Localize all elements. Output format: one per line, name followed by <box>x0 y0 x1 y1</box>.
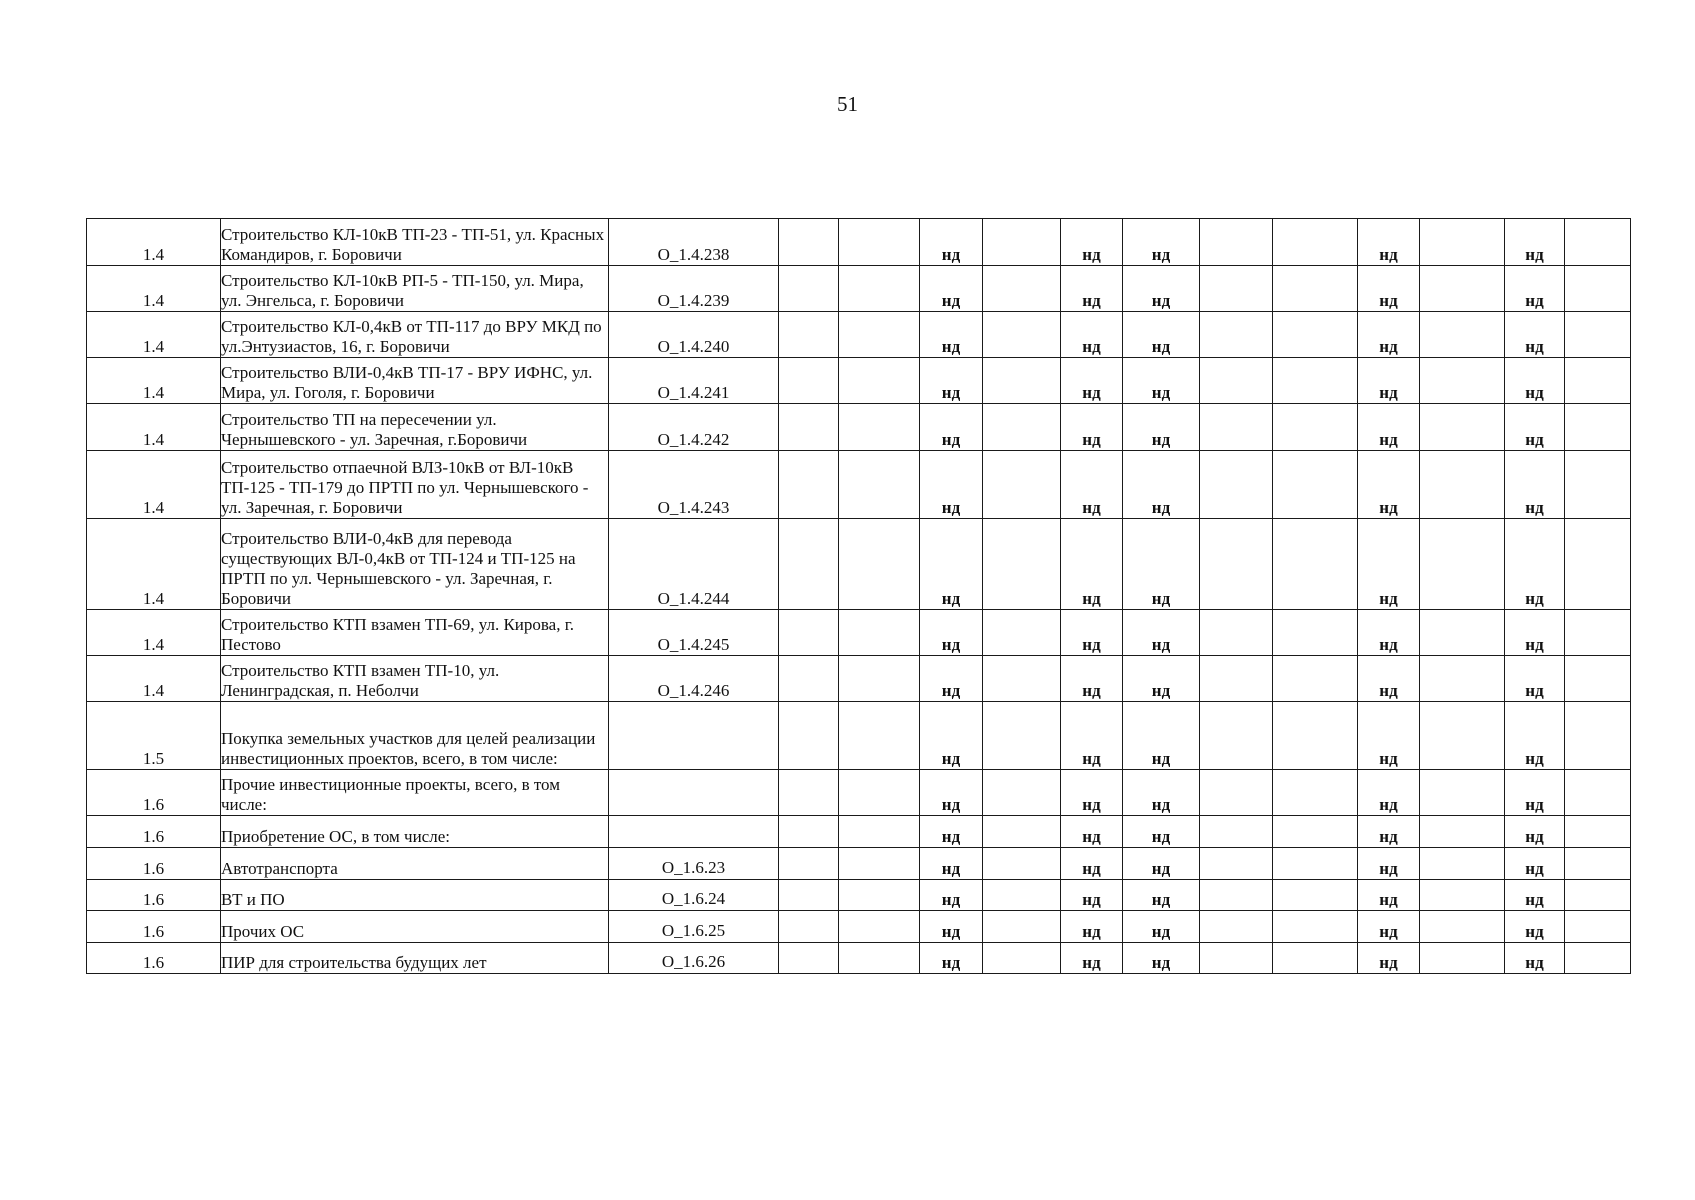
empty-cell <box>839 943 920 974</box>
empty-cell <box>1565 519 1631 610</box>
empty-cell <box>1273 702 1358 770</box>
empty-cell <box>1420 702 1505 770</box>
table-row <box>87 770 1631 816</box>
nd-cell: нд <box>1123 880 1200 911</box>
project-code-cell: О_1.6.24 <box>609 880 779 911</box>
empty-cell <box>983 451 1061 519</box>
empty-cell <box>779 911 839 943</box>
project-code-cell: О_1.4.241 <box>609 358 779 404</box>
nd-cell: нд <box>1358 519 1420 610</box>
row-number-cell: 1.4 <box>87 656 221 702</box>
project-code-cell: О_1.6.26 <box>609 943 779 974</box>
empty-cell <box>839 358 920 404</box>
nd-cell: нд <box>1505 848 1565 880</box>
empty-cell <box>1565 880 1631 911</box>
nd-cell: нд <box>920 404 983 451</box>
empty-cell <box>1565 943 1631 974</box>
project-code-cell <box>609 770 779 816</box>
empty-cell <box>983 880 1061 911</box>
nd-cell: нд <box>1358 358 1420 404</box>
nd-cell: нд <box>920 816 983 848</box>
table-row <box>87 266 1631 312</box>
row-number-cell: 1.4 <box>87 312 221 358</box>
nd-cell: нд <box>1061 610 1123 656</box>
project-name-cell: Строительство КТП взамен ТП-10, ул. Ленинградская, п. Неболчи <box>221 656 609 702</box>
empty-cell <box>983 770 1061 816</box>
empty-cell <box>1420 770 1505 816</box>
project-code-cell: О_1.6.25 <box>609 911 779 943</box>
empty-cell <box>1420 451 1505 519</box>
empty-cell <box>1565 219 1631 266</box>
nd-cell: нд <box>1123 848 1200 880</box>
row-number-cell: 1.4 <box>87 610 221 656</box>
nd-cell: нд <box>1123 219 1200 266</box>
empty-cell <box>1420 816 1505 848</box>
nd-cell: нд <box>920 312 983 358</box>
empty-cell <box>779 519 839 610</box>
empty-cell <box>1420 610 1505 656</box>
nd-cell: нд <box>1123 702 1200 770</box>
nd-cell: нд <box>1358 610 1420 656</box>
empty-cell <box>983 519 1061 610</box>
nd-cell: нд <box>1505 770 1565 816</box>
project-name-cell: Строительство ВЛИ-0,4кВ для перевода существующих ВЛ-0,4кВ от ТП-124 и ТП-125 на ПРТП по ул. Чернышевского - ул. Заречная, г. Боровичи <box>221 519 609 610</box>
nd-cell: нд <box>1061 519 1123 610</box>
table-row <box>87 358 1631 404</box>
empty-cell <box>1565 702 1631 770</box>
empty-cell <box>779 451 839 519</box>
nd-cell: нд <box>1505 358 1565 404</box>
empty-cell <box>1200 358 1273 404</box>
empty-cell <box>1565 816 1631 848</box>
empty-cell <box>839 219 920 266</box>
empty-cell <box>1273 610 1358 656</box>
nd-cell: нд <box>1505 404 1565 451</box>
empty-cell <box>1420 312 1505 358</box>
nd-cell: нд <box>1061 880 1123 911</box>
empty-cell <box>983 312 1061 358</box>
nd-cell: нд <box>1061 358 1123 404</box>
nd-cell: нд <box>920 848 983 880</box>
table-row <box>87 404 1631 451</box>
empty-cell <box>983 656 1061 702</box>
empty-cell <box>779 816 839 848</box>
empty-cell <box>1565 770 1631 816</box>
project-name-cell: Строительство КЛ-0,4кВ от ТП-117 до ВРУ МКД по ул.Энтузиастов, 16, г. Боровичи <box>221 312 609 358</box>
empty-cell <box>1565 312 1631 358</box>
empty-cell <box>1200 266 1273 312</box>
empty-cell <box>839 656 920 702</box>
nd-cell: нд <box>920 266 983 312</box>
nd-cell: нд <box>1358 770 1420 816</box>
empty-cell <box>1273 816 1358 848</box>
empty-cell <box>1200 404 1273 451</box>
empty-cell <box>1273 451 1358 519</box>
empty-cell <box>1200 770 1273 816</box>
empty-cell <box>1565 451 1631 519</box>
project-code-cell: О_1.4.243 <box>609 451 779 519</box>
empty-cell <box>983 404 1061 451</box>
table-row <box>87 816 1631 848</box>
empty-cell <box>1420 266 1505 312</box>
empty-cell <box>1200 848 1273 880</box>
nd-cell: нд <box>1505 880 1565 911</box>
project-name-cell: ПИР для строительства будущих лет <box>221 943 609 974</box>
empty-cell <box>839 911 920 943</box>
empty-cell <box>779 880 839 911</box>
nd-cell: нд <box>1358 312 1420 358</box>
row-number-cell: 1.4 <box>87 219 221 266</box>
row-number-cell: 1.6 <box>87 943 221 974</box>
table-row <box>87 312 1631 358</box>
empty-cell <box>839 702 920 770</box>
empty-cell <box>1200 702 1273 770</box>
nd-cell: нд <box>1358 266 1420 312</box>
nd-cell: нд <box>1123 266 1200 312</box>
project-name-cell: Покупка земельных участков для целей реализации инвестиционных проектов, всего, в том числе: <box>221 702 609 770</box>
empty-cell <box>1273 656 1358 702</box>
nd-cell: нд <box>1505 312 1565 358</box>
project-name-cell: Строительство КЛ-10кВ ТП-23 - ТП-51, ул. Красных Командиров, г. Боровичи <box>221 219 609 266</box>
project-name-cell: Приобретение ОС, в том числе: <box>221 816 609 848</box>
empty-cell <box>1565 610 1631 656</box>
nd-cell: нд <box>1061 943 1123 974</box>
nd-cell: нд <box>1061 848 1123 880</box>
empty-cell <box>779 404 839 451</box>
row-number-cell: 1.6 <box>87 911 221 943</box>
nd-cell: нд <box>920 702 983 770</box>
table-row <box>87 219 1631 266</box>
nd-cell: нд <box>1505 943 1565 974</box>
nd-cell: нд <box>920 911 983 943</box>
empty-cell <box>1200 610 1273 656</box>
nd-cell: нд <box>1061 266 1123 312</box>
row-number-cell: 1.6 <box>87 848 221 880</box>
nd-cell: нд <box>1061 656 1123 702</box>
project-name-cell: ВТ и ПО <box>221 880 609 911</box>
empty-cell <box>1273 770 1358 816</box>
nd-cell: нд <box>920 770 983 816</box>
empty-cell <box>983 702 1061 770</box>
nd-cell: нд <box>1505 656 1565 702</box>
project-name-cell: Строительство отпаечной ВЛЗ-10кВ от ВЛ-10кВ ТП-125 - ТП-179 до ПРТП по ул. Чернышевского - ул. Заречная, г. Боровичи <box>221 451 609 519</box>
empty-cell <box>1273 519 1358 610</box>
empty-cell <box>983 943 1061 974</box>
empty-cell <box>1565 656 1631 702</box>
empty-cell <box>1420 358 1505 404</box>
empty-cell <box>1273 266 1358 312</box>
empty-cell <box>839 848 920 880</box>
nd-cell: нд <box>1505 219 1565 266</box>
empty-cell <box>1273 312 1358 358</box>
nd-cell: нд <box>1123 312 1200 358</box>
empty-cell <box>983 848 1061 880</box>
table-row <box>87 880 1631 911</box>
project-code-cell: О_1.4.238 <box>609 219 779 266</box>
nd-cell: нд <box>920 943 983 974</box>
row-number-cell: 1.6 <box>87 880 221 911</box>
nd-cell: нд <box>1505 816 1565 848</box>
empty-cell <box>1565 266 1631 312</box>
nd-cell: нд <box>1061 219 1123 266</box>
nd-cell: нд <box>920 656 983 702</box>
nd-cell: нд <box>1061 770 1123 816</box>
empty-cell <box>1273 943 1358 974</box>
nd-cell: нд <box>1358 943 1420 974</box>
empty-cell <box>779 770 839 816</box>
empty-cell <box>839 451 920 519</box>
nd-cell: нд <box>1061 404 1123 451</box>
nd-cell: нд <box>920 519 983 610</box>
empty-cell <box>1200 816 1273 848</box>
empty-cell <box>839 404 920 451</box>
empty-cell <box>779 358 839 404</box>
table-row <box>87 848 1631 880</box>
empty-cell <box>1273 880 1358 911</box>
empty-cell <box>1200 911 1273 943</box>
project-code-cell: О_1.4.240 <box>609 312 779 358</box>
nd-cell: нд <box>920 610 983 656</box>
empty-cell <box>983 219 1061 266</box>
empty-cell <box>1273 848 1358 880</box>
empty-cell <box>983 266 1061 312</box>
project-name-cell: Прочие инвестиционные проекты, всего, в том числе: <box>221 770 609 816</box>
table-row <box>87 656 1631 702</box>
empty-cell <box>1200 880 1273 911</box>
empty-cell <box>1420 404 1505 451</box>
table-row <box>87 519 1631 610</box>
project-code-cell <box>609 702 779 770</box>
empty-cell <box>779 312 839 358</box>
nd-cell: нд <box>1061 451 1123 519</box>
row-number-cell: 1.4 <box>87 266 221 312</box>
empty-cell <box>1200 943 1273 974</box>
nd-cell: нд <box>1123 610 1200 656</box>
nd-cell: нд <box>1123 358 1200 404</box>
row-number-cell: 1.6 <box>87 770 221 816</box>
empty-cell <box>1273 219 1358 266</box>
nd-cell: нд <box>1123 451 1200 519</box>
nd-cell: нд <box>1061 816 1123 848</box>
empty-cell <box>1200 219 1273 266</box>
nd-cell: нд <box>1061 312 1123 358</box>
table-row <box>87 610 1631 656</box>
empty-cell <box>1200 451 1273 519</box>
project-name-cell: Строительство ТП на пересечении ул. Чернышевского - ул. Заречная, г.Боровичи <box>221 404 609 451</box>
empty-cell <box>1565 848 1631 880</box>
project-code-cell: О_1.4.245 <box>609 610 779 656</box>
investment-projects-table <box>86 218 1631 974</box>
empty-cell <box>779 943 839 974</box>
row-number-cell: 1.4 <box>87 451 221 519</box>
project-name-cell: Автотранспорта <box>221 848 609 880</box>
empty-cell <box>839 770 920 816</box>
nd-cell: нд <box>1123 770 1200 816</box>
empty-cell <box>779 219 839 266</box>
empty-cell <box>839 610 920 656</box>
empty-cell <box>1420 911 1505 943</box>
empty-cell <box>983 911 1061 943</box>
empty-cell <box>1565 911 1631 943</box>
row-number-cell: 1.4 <box>87 404 221 451</box>
nd-cell: нд <box>1358 816 1420 848</box>
table-row <box>87 911 1631 943</box>
project-code-cell: О_1.6.23 <box>609 848 779 880</box>
empty-cell <box>1420 880 1505 911</box>
empty-cell <box>839 266 920 312</box>
empty-cell <box>1420 219 1505 266</box>
table-row <box>87 451 1631 519</box>
project-code-cell: О_1.4.239 <box>609 266 779 312</box>
nd-cell: нд <box>1123 404 1200 451</box>
nd-cell: нд <box>920 219 983 266</box>
row-number-cell: 1.5 <box>87 702 221 770</box>
nd-cell: нд <box>1505 266 1565 312</box>
nd-cell: нд <box>1505 911 1565 943</box>
nd-cell: нд <box>1123 911 1200 943</box>
nd-cell: нд <box>1061 702 1123 770</box>
empty-cell <box>1273 911 1358 943</box>
nd-cell: нд <box>920 358 983 404</box>
empty-cell <box>779 702 839 770</box>
nd-cell: нд <box>1123 656 1200 702</box>
project-name-cell: Строительство КЛ-10кВ РП-5 - ТП-150, ул. Мира, ул. Энгельса, г. Боровичи <box>221 266 609 312</box>
project-code-cell: О_1.4.244 <box>609 519 779 610</box>
empty-cell <box>1420 848 1505 880</box>
nd-cell: нд <box>920 451 983 519</box>
nd-cell: нд <box>1358 848 1420 880</box>
empty-cell <box>1273 358 1358 404</box>
nd-cell: нд <box>920 880 983 911</box>
row-number-cell: 1.4 <box>87 519 221 610</box>
nd-cell: нд <box>1358 880 1420 911</box>
empty-cell <box>1420 519 1505 610</box>
nd-cell: нд <box>1061 911 1123 943</box>
nd-cell: нд <box>1358 451 1420 519</box>
nd-cell: нд <box>1123 816 1200 848</box>
project-code-cell: О_1.4.246 <box>609 656 779 702</box>
project-name-cell: Строительство КТП взамен ТП-69, ул. Кирова, г. Пестово <box>221 610 609 656</box>
empty-cell <box>1200 312 1273 358</box>
nd-cell: нд <box>1358 702 1420 770</box>
project-code-cell: О_1.4.242 <box>609 404 779 451</box>
empty-cell <box>983 610 1061 656</box>
nd-cell: нд <box>1358 911 1420 943</box>
empty-cell <box>839 880 920 911</box>
empty-cell <box>779 610 839 656</box>
empty-cell <box>779 656 839 702</box>
nd-cell: нд <box>1505 451 1565 519</box>
row-number-cell: 1.4 <box>87 358 221 404</box>
nd-cell: нд <box>1505 702 1565 770</box>
nd-cell: нд <box>1358 656 1420 702</box>
page-number: 51 <box>837 92 858 116</box>
project-name-cell: Прочих ОС <box>221 911 609 943</box>
empty-cell <box>1420 656 1505 702</box>
nd-cell: нд <box>1505 519 1565 610</box>
table-row <box>87 702 1631 770</box>
nd-cell: нд <box>1505 610 1565 656</box>
nd-cell: нд <box>1358 404 1420 451</box>
table-row <box>87 943 1631 974</box>
empty-cell <box>983 358 1061 404</box>
empty-cell <box>983 816 1061 848</box>
empty-cell <box>1565 404 1631 451</box>
empty-cell <box>1420 943 1505 974</box>
empty-cell <box>839 519 920 610</box>
empty-cell <box>1200 656 1273 702</box>
project-name-cell: Строительство ВЛИ-0,4кВ ТП-17 - ВРУ ИФНС, ул. Мира, ул. Гоголя, г. Боровичи <box>221 358 609 404</box>
empty-cell <box>1273 404 1358 451</box>
empty-cell <box>1565 358 1631 404</box>
project-code-cell <box>609 816 779 848</box>
empty-cell <box>1200 519 1273 610</box>
empty-cell <box>779 848 839 880</box>
nd-cell: нд <box>1123 519 1200 610</box>
empty-cell <box>839 312 920 358</box>
empty-cell <box>839 816 920 848</box>
empty-cell <box>779 266 839 312</box>
nd-cell: нд <box>1358 219 1420 266</box>
nd-cell: нд <box>1123 943 1200 974</box>
row-number-cell: 1.6 <box>87 816 221 848</box>
